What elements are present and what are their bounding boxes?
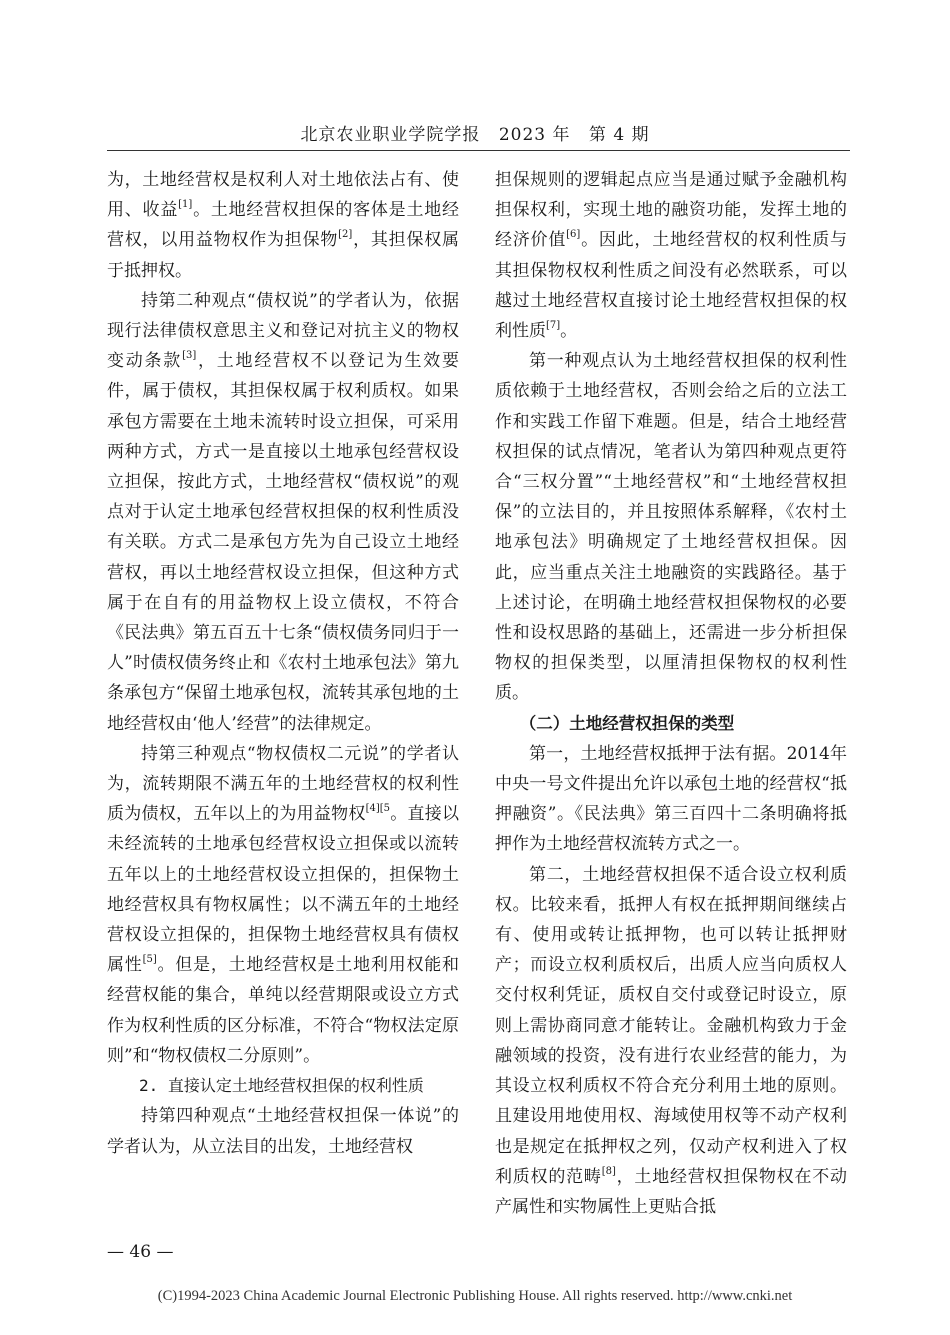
paragraph: 第一种观点认为土地经营权担保的权利性质依赖于土地经营权，否则会给之后的立法工作和实践工作留下难题。但是，结合土地经营权担保的试点情况，笔者认为第四种观点更符合“三权分置”“土地经营权”和“土地经营权担保”的立法目的，并且按照体系解释，《农村土地承包法》明确规定了土地经营权担保。因此，应当重点关注土地融资的实践路径。基于上述讨论，在明确土地经营权担保物权的必要性和设权思路的基础上，还需进一步分析担保物权的担保类型，以厘清担保物权的权利性质。 [495, 351, 847, 704]
section-heading: （二）土地经营权担保的类型 [519, 713, 735, 733]
paragraph: 持第四种观点“土地经营权担保一体说”的学者认为，从立法目的出发，土地经营权 [107, 1106, 459, 1157]
running-header [0, 120, 950, 145]
paragraph: 担保规则的逻辑起点应当是通过赋予金融机构担保权利，实现土地的融资功能，发挥土地的经济价值[6]。因此，土地经营权的权利性质与其担保物权权利性质之间没有必然联系，可以越过土地经营权直接讨论土地经营权担保的权利性质[7]。 [495, 170, 848, 342]
journal-year: 2023 年 [498, 125, 571, 145]
citation: [4][5 [365, 803, 391, 815]
paragraph: 第一，土地经营权抵押于法有据。2014年中央一号文件提出允许以承包土地的经营权“抵押融资”。《民法典》第三百四十二条明确将抵押作为土地经营权流转方式之一。 [495, 743, 847, 855]
citation: [5] [142, 954, 157, 966]
citation: [6] [566, 229, 581, 241]
right-column [495, 165, 847, 1222]
header-rule [107, 150, 850, 151]
citation: [7] [546, 320, 561, 332]
paragraph: 第二，土地经营权担保不适合设立权利质权。比较来看，抵押人有权在抵押期间继续占有、使用或转让抵押物，也可以转让抵押财产；而设立权利质权后，出质人应当向质权人交付权利凭证，质权自交付或登记时设立，原则上需协商同意才能转让。金融机构致力于金融领域的投资，没有进行农业经营的能力，为其设立权利质权不符合充分利用土地的原则。且建设用地使用权、海域使用权等不动产权利也是规定在抵押权之列，仅动产权利进入了权利质权的范畴[8]，土地经营权担保物权在不动产属性和实物属性上更贴合抵 [495, 864, 848, 1217]
page-number: — 46 — [107, 1242, 174, 1262]
citation: [3] [182, 350, 197, 362]
citation: [8] [601, 1165, 616, 1177]
left-column [107, 165, 459, 1162]
citation: [1] [178, 199, 193, 211]
paragraph: 持第二种观点“债权说”的学者认为，依据现行法律债权意思主义和登记对抗主义的物权变动条款[3]，土地经营权不以登记为生效要件，属于债权，其担保权属于权利质权。如果承包方需要在土地未流转时设立担保，可采用两种方式，方式一是直接以土地承包经营权设立担保，按此方式，土地经营权“债权说”的观点对于认定土地承包经营权担保的权利性质没有关联。方式二是承包方先为自己设立土地经营权，再以土地经营权设立担保，但这种方式属于在自有的用益物权上设立债权，不符合《民法典》第五百五十七条“债权债务同归于一人”时债权债务终止和《农村土地承包法》第九条承包方“保留土地承包权，流转其承包地的土地经营权由‘他人’经营”的法律规定。 [107, 290, 460, 734]
paragraph: 持第三种观点“物权债权二元说”的学者认为，流转期限不满五年的土地经营权的权利性质为债权，五年以上的为用益物权$^{[4][5}$。直接以未经流转的土地承包经营权设立担保或以流转五年以上的土地经营权设立担保的，担保物土地经营权具有物权属性；以不满五年的土地经营权设立担保的，担保物土地经营权具有债权属性[5]。但是，土地经营权是土地利用权能和经营权能的集合，单纯以经营期限或设立方式作为权利性质的区分标准，不符合“物权法定原则”和“物权债权二分原则”。 [107, 743, 460, 1066]
citation: [2] [338, 229, 353, 241]
journal-issue: 第 4 期 [588, 125, 650, 145]
paragraph: 为，土地经营权是权利人对土地依法占有、使用、收益[1]。土地经营权担保的客体是土地经营权，以用益物权作为担保物[2]，其担保权属于抵押权。 [107, 170, 460, 281]
journal-name: 北京农业职业学院学报 [300, 125, 481, 145]
copyright-footer: (C)1994-2023 China Academic Journal Electronic Publishing House. All rights reserved. http://www.cnki.net [157, 1288, 793, 1304]
subsection-heading: 2. 直接认定土地经营权担保的权利性质 [139, 1076, 424, 1096]
